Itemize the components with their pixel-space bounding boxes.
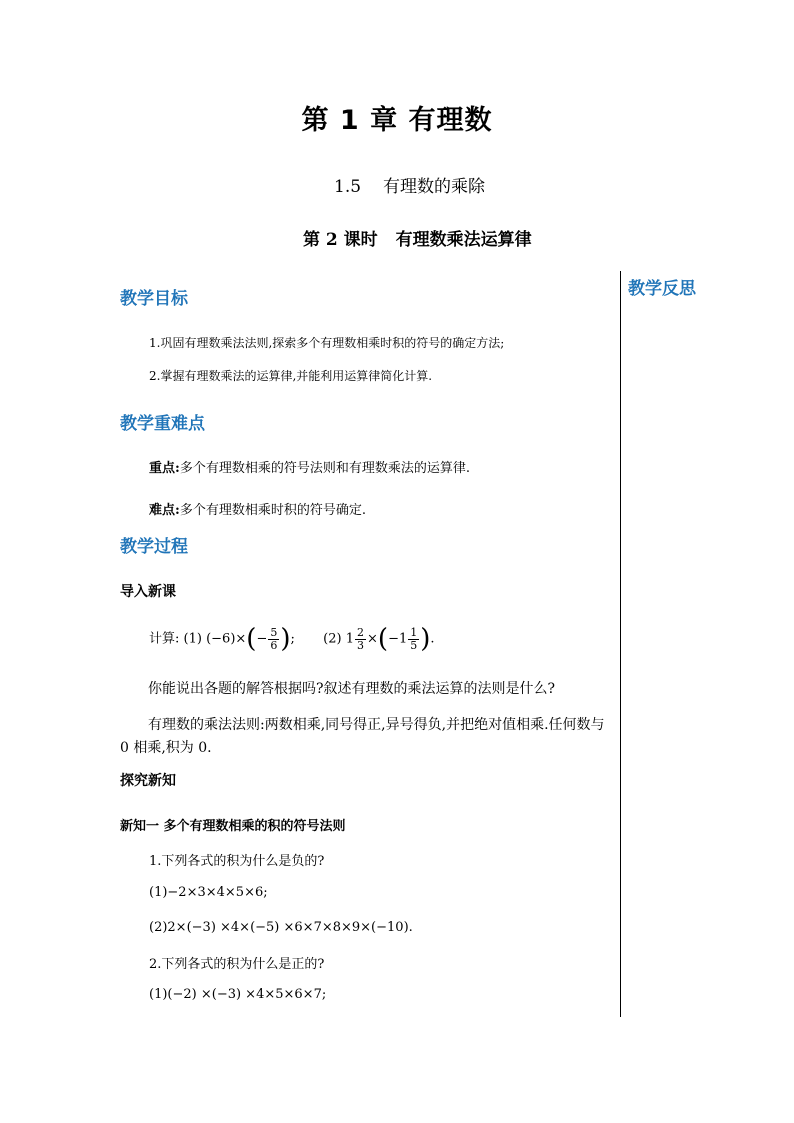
key-points-heading: 教学重难点 xyxy=(120,414,205,434)
lesson-name: 有理数乘法运算律 xyxy=(395,230,532,250)
question-1-a: (1)−2×3×4×5×6; xyxy=(149,885,268,900)
lesson-number: 第 2 课时 xyxy=(303,230,378,250)
new-knowledge-1-heading: 新知一 多个有理数相乘的积的符号法则 xyxy=(120,819,346,834)
calc-p2-close-paren: ) xyxy=(420,624,431,654)
reflection-heading: 教学反思 xyxy=(628,279,696,299)
intro-heading: 导入新课 xyxy=(120,584,176,600)
calc-p2-prefix: (2) 1 xyxy=(323,631,354,647)
calc-p2-mixed-fraction xyxy=(355,627,366,652)
question-1-b: (2)2×(−3) ×4×(−5) ×6×7×8×9×(−10). xyxy=(149,920,413,935)
question-paragraph: 你能说出各题的解答根据吗?叙述有理数的乘法运算的法则是什么? xyxy=(148,681,556,697)
calc-p2-mixed-denominator: 3 xyxy=(357,638,364,652)
lesson-title xyxy=(303,225,532,250)
margin-divider xyxy=(620,271,621,1017)
calc-p1-numerator: 5 xyxy=(270,625,278,639)
key-point xyxy=(149,457,470,476)
difficulty-label: 难点: xyxy=(149,503,180,518)
calc-p2-denominator: 5 xyxy=(410,638,418,652)
section-title xyxy=(334,172,485,197)
question-1: 1.下列各式的积为什么是负的? xyxy=(149,854,325,869)
goal-item-1: 1.巩固有理数乘法法则,探索多个有理数相乘时积的符号的确定方法; xyxy=(149,336,505,350)
calc-p2-fraction xyxy=(408,627,419,652)
calc-p1-end: ; xyxy=(290,631,295,647)
goals-heading: 教学目标 xyxy=(120,289,188,309)
chapter-title: 第 1 章 有理数 xyxy=(301,105,493,136)
explore-heading: 探究新知 xyxy=(120,773,176,789)
calc-p1-open-paren: ( xyxy=(246,624,257,654)
calc-p2-numerator: 1 xyxy=(410,625,418,639)
calc-label: 计算: xyxy=(149,631,180,647)
calc-p1-close-paren: ) xyxy=(280,624,291,654)
calc-p2-open-paren: ( xyxy=(377,624,389,654)
rule-paragraph: 有理数的乘法法则:两数相乘,同号得正,异号得负,并把绝对值相乘.任何数与 0 相乘,积为 0. xyxy=(120,717,605,756)
calc-p2-end: . xyxy=(430,631,435,647)
calc-p1-denominator: 6 xyxy=(270,638,278,652)
question-2: 2.下列各式的积为什么是正的? xyxy=(149,957,325,972)
calc-p1-fraction xyxy=(268,627,279,652)
calc-line xyxy=(149,626,435,652)
section-name: 有理数的乘除 xyxy=(383,177,486,197)
key-label: 重点: xyxy=(149,461,180,476)
calc-p1-sign: − xyxy=(256,631,268,647)
difficulty-text: 多个有理数相乘时积的符号确定. xyxy=(179,503,366,518)
key-text: 多个有理数相乘的符号法则和有理数乘法的运算律. xyxy=(179,461,470,476)
calc-p2-sign: −1 xyxy=(388,631,408,647)
difficulty-point xyxy=(149,499,366,518)
goal-item-2: 2.掌握有理数乘法的运算律,并能利用运算律简化计算. xyxy=(149,369,433,383)
process-heading: 教学过程 xyxy=(120,537,188,557)
section-number: 1.5 xyxy=(334,177,362,197)
calc-p2-mixed-numerator: 2 xyxy=(357,625,364,639)
calc-p1-prefix: (1) (−6)× xyxy=(183,631,247,647)
question-2-a: (1)(−2) ×(−3) ×4×5×6×7; xyxy=(149,987,327,1002)
calc-p2-times: × xyxy=(367,631,378,647)
